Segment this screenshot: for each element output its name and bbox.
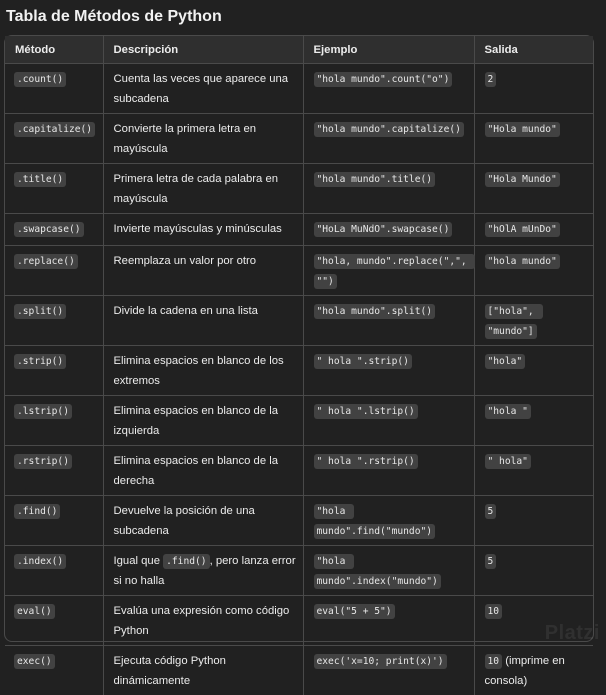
table-row xyxy=(5,214,593,246)
table-row xyxy=(5,114,593,164)
method-code: .swapcase() xyxy=(14,222,84,237)
method-code: .lstrip() xyxy=(14,404,72,419)
description-text: Igual que xyxy=(114,555,164,567)
output-cell xyxy=(474,346,593,396)
method-cell xyxy=(5,164,103,214)
example-cell xyxy=(303,496,474,546)
example-cell xyxy=(303,64,474,114)
method-code: .replace() xyxy=(14,254,78,269)
output-cell xyxy=(474,496,593,546)
table-header-row xyxy=(5,36,593,64)
output-code: 10 xyxy=(485,654,503,669)
example-code: "hola mundo".title() xyxy=(314,172,436,187)
method-cell xyxy=(5,214,103,246)
method-cell xyxy=(5,64,103,114)
description-text: , pero lanza error si no halla xyxy=(114,555,296,587)
output-cell xyxy=(474,646,593,695)
example-code: " hola ".rstrip() xyxy=(314,454,418,469)
table-row xyxy=(5,396,593,446)
method-code: .index() xyxy=(14,554,66,569)
output-code: "hOlA mUnDo" xyxy=(485,222,560,237)
output-cell xyxy=(474,246,593,296)
description-cell: Primera letra de cada palabra en mayúscula xyxy=(103,164,303,214)
method-cell xyxy=(5,114,103,164)
output-code: "Hola mundo" xyxy=(485,122,560,137)
example-cell xyxy=(303,596,474,646)
description-cell: Divide la cadena en una lista xyxy=(103,296,303,346)
output-cell xyxy=(474,164,593,214)
output-code: "hola " xyxy=(485,404,531,419)
table-row xyxy=(5,64,593,114)
method-code: .title() xyxy=(14,172,66,187)
table-row xyxy=(5,346,593,396)
example-cell xyxy=(303,646,474,695)
method-code: .find() xyxy=(14,504,60,519)
description-cell xyxy=(103,546,303,596)
output-code: 10 xyxy=(485,604,503,619)
method-cell xyxy=(5,246,103,296)
method-code: .capitalize() xyxy=(14,122,95,137)
output-code: 2 xyxy=(485,72,497,87)
platzi-watermark: Platzi xyxy=(545,622,600,645)
description-cell: Devuelve la posición de una subcadena xyxy=(103,496,303,546)
method-cell xyxy=(5,346,103,396)
table-row xyxy=(5,446,593,496)
table-row xyxy=(5,164,593,214)
example-code: "HoLa MuNdO".swapcase() xyxy=(314,222,453,237)
example-cell xyxy=(303,214,474,246)
inline-code: .find() xyxy=(163,554,209,569)
example-code: eval("5 + 5") xyxy=(314,604,395,619)
table-row xyxy=(5,596,593,646)
output-code: " hola" xyxy=(485,454,531,469)
table-row xyxy=(5,246,593,296)
example-code: "hola mundo".index("mundo") xyxy=(314,554,441,589)
method-cell xyxy=(5,596,103,646)
method-code: exec() xyxy=(14,654,55,669)
method-cell xyxy=(5,296,103,346)
example-cell xyxy=(303,346,474,396)
description-cell: Cuenta las veces que aparece una subcadena xyxy=(103,64,303,114)
description-cell: Elimina espacios en blanco de la derecha xyxy=(103,446,303,496)
output-code: ["hola", "mundo"] xyxy=(485,304,543,339)
output-cell xyxy=(474,114,593,164)
output-cell xyxy=(474,64,593,114)
output-cell xyxy=(474,446,593,496)
header-output: Salida xyxy=(474,36,593,64)
header-example: Ejemplo xyxy=(303,36,474,64)
output-code: "hola mundo" xyxy=(485,254,560,269)
header-method: Método xyxy=(5,36,103,64)
method-code: .strip() xyxy=(14,354,66,369)
output-code: "Hola Mundo" xyxy=(485,172,560,187)
example-code: "hola mundo".split() xyxy=(314,304,436,319)
description-cell: Convierte la primera letra en mayúscula xyxy=(103,114,303,164)
example-code: " hola ".strip() xyxy=(314,354,412,369)
output-code: 5 xyxy=(485,554,497,569)
output-cell xyxy=(474,396,593,446)
method-cell xyxy=(5,546,103,596)
example-code: exec('x=10; print(x)') xyxy=(314,654,447,669)
page-title: Tabla de Métodos de Python xyxy=(6,7,222,27)
example-code: "hola, mundo".replace(",", "") xyxy=(314,254,476,289)
description-cell: Ejecuta código Python dinámicamente xyxy=(103,646,303,695)
table-row xyxy=(5,296,593,346)
example-code: "hola mundo".capitalize() xyxy=(314,122,464,137)
description-cell: Elimina espacios en blanco de la izquierda xyxy=(103,396,303,446)
example-cell xyxy=(303,114,474,164)
method-code: .count() xyxy=(14,72,66,87)
description-cell: Elimina espacios en blanco de los extremos xyxy=(103,346,303,396)
output-code: "hola" xyxy=(485,354,526,369)
example-cell xyxy=(303,546,474,596)
methods-table xyxy=(5,36,593,695)
example-code: "hola mundo".find("mundo") xyxy=(314,504,436,539)
method-cell xyxy=(5,496,103,546)
description-cell: Invierte mayúsculas y minúsculas xyxy=(103,214,303,246)
method-code: .rstrip() xyxy=(14,454,72,469)
method-cell xyxy=(5,396,103,446)
method-cell xyxy=(5,446,103,496)
example-code: "hola mundo".count("o") xyxy=(314,72,453,87)
output-note: (imprime en consola) xyxy=(485,655,565,687)
example-cell xyxy=(303,396,474,446)
example-cell xyxy=(303,296,474,346)
methods-table-container xyxy=(4,35,594,642)
output-cell xyxy=(474,546,593,596)
output-cell xyxy=(474,296,593,346)
description-cell: Reemplaza un valor por otro xyxy=(103,246,303,296)
example-code: " hola ".lstrip() xyxy=(314,404,418,419)
example-cell xyxy=(303,446,474,496)
table-row xyxy=(5,546,593,596)
output-cell xyxy=(474,214,593,246)
description-cell: Evalúa una expresión como código Python xyxy=(103,596,303,646)
method-code: .split() xyxy=(14,304,66,319)
table-row xyxy=(5,496,593,546)
example-cell xyxy=(303,246,474,296)
output-code: 5 xyxy=(485,504,497,519)
header-description: Descripción xyxy=(103,36,303,64)
example-cell xyxy=(303,164,474,214)
method-code: eval() xyxy=(14,604,55,619)
table-row xyxy=(5,646,593,695)
method-cell xyxy=(5,646,103,695)
